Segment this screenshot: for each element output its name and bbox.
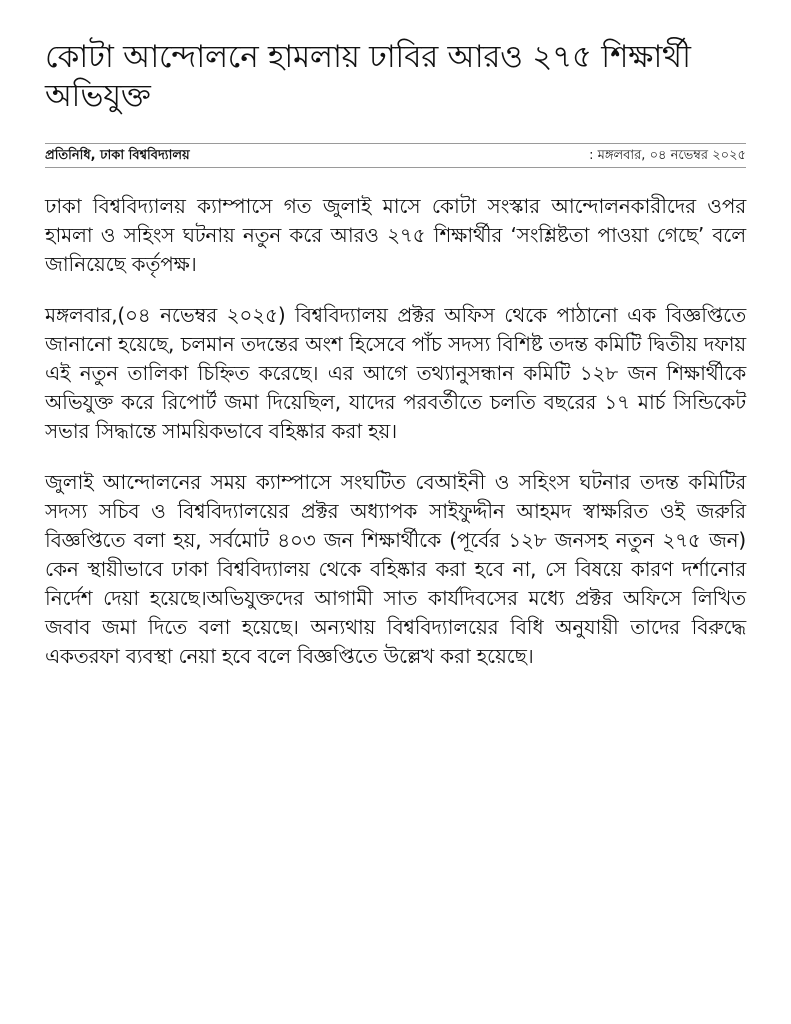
article-body xyxy=(45,192,746,671)
byline-date: : মঙ্গলবার, ০৪ নভেম্বর ২০২৫ xyxy=(589,148,746,163)
article-paragraph-3: জুলাই আন্দোলনের সময় ক্যাম্পাসে সংঘটিত বেআইনী ও সহিংস ঘটনার তদন্ত কমিটির সদস্য সচিব ও বিশ্ববিদ্যালয়ের প্রক্টর অধ্যাপক সাইফুদ্দীন আহমদ স্বাক্ষরিত ওই জরুরি বিজ্ঞপ্তিতে বলা হয়, সর্বমোট ৪০৩ জন শিক্ষার্থীকে (পূর্বের ১২৮ জনসহ নতুন ২৭৫ জন) কেন স্থায়ীভাবে ঢাকা বিশ্ববিদ্যালয় থেকে বহিষ্কার করা হবে না, সে বিষয়ে কারণ দর্শানোর নির্দেশ দেয়া হয়েছে।অভিযুক্তদের আগামী সাত কার্যদিবসের মধ্যে প্রক্টর অফিসে লিখিত জবাব জমা দিতে বলা হয়েছে। অন্যথায় বিশ্ববিদ্যালয়ের বিধি অনুযায়ী তাদের বিরুদ্ধে একতরফা ব্যবস্থা নেয়া হবে বলে বিজ্ঞপ্তিতে উল্লেখ করা হয়েছে। xyxy=(45,470,746,668)
article-paragraph-1: ঢাকা বিশ্ববিদ্যালয় ক্যাম্পাসে গত জুলাই মাসে কোটা সংস্কার আন্দোলনকারীদের ওপর হামলা ও সহিংস ঘটনায় নতুন করে আরও ২৭৫ শিক্ষার্থীর ‘সংশ্লিষ্টতা পাওয়া গেছে’ বলে জানিয়েছে কর্তৃপক্ষ। xyxy=(45,194,746,276)
byline-author: প্রতিনিধি, ঢাকা বিশ্ববিদ্যালয় xyxy=(45,148,190,163)
byline-bar xyxy=(45,143,746,168)
article-paragraph-2: মঙ্গলবার,(০৪ নভেম্বর ২০২৫) বিশ্ববিদ্যালয় প্রক্টর অফিস থেকে পাঠানো এক বিজ্ঞপ্তিতে জানানো হয়েছে, চলমান তদন্তের অংশ হিসেবে পাঁচ সদস্য বিশিষ্ট তদন্ত কমিটি দ্বিতীয় দফায় এই নতুন তালিকা চিহ্নিত করেছে। এর আগে তথ্যানুসন্ধান কমিটি ১২৮ জন শিক্ষার্থীকে অভিযুক্ত করে রিপোর্ট জমা দিয়েছিল, যাদের পরবর্তীতে চলতি বছরের ১৭ মার্চ সিন্ডিকেট সভার সিদ্ধান্তে সাময়িকভাবে বহিষ্কার করা হয়। xyxy=(45,303,746,443)
article-headline: কোটা আন্দোলনে হামলায় ঢাবির আরও ২৭৫ শিক্ষার্থী অভিযুক্ত xyxy=(45,39,691,114)
